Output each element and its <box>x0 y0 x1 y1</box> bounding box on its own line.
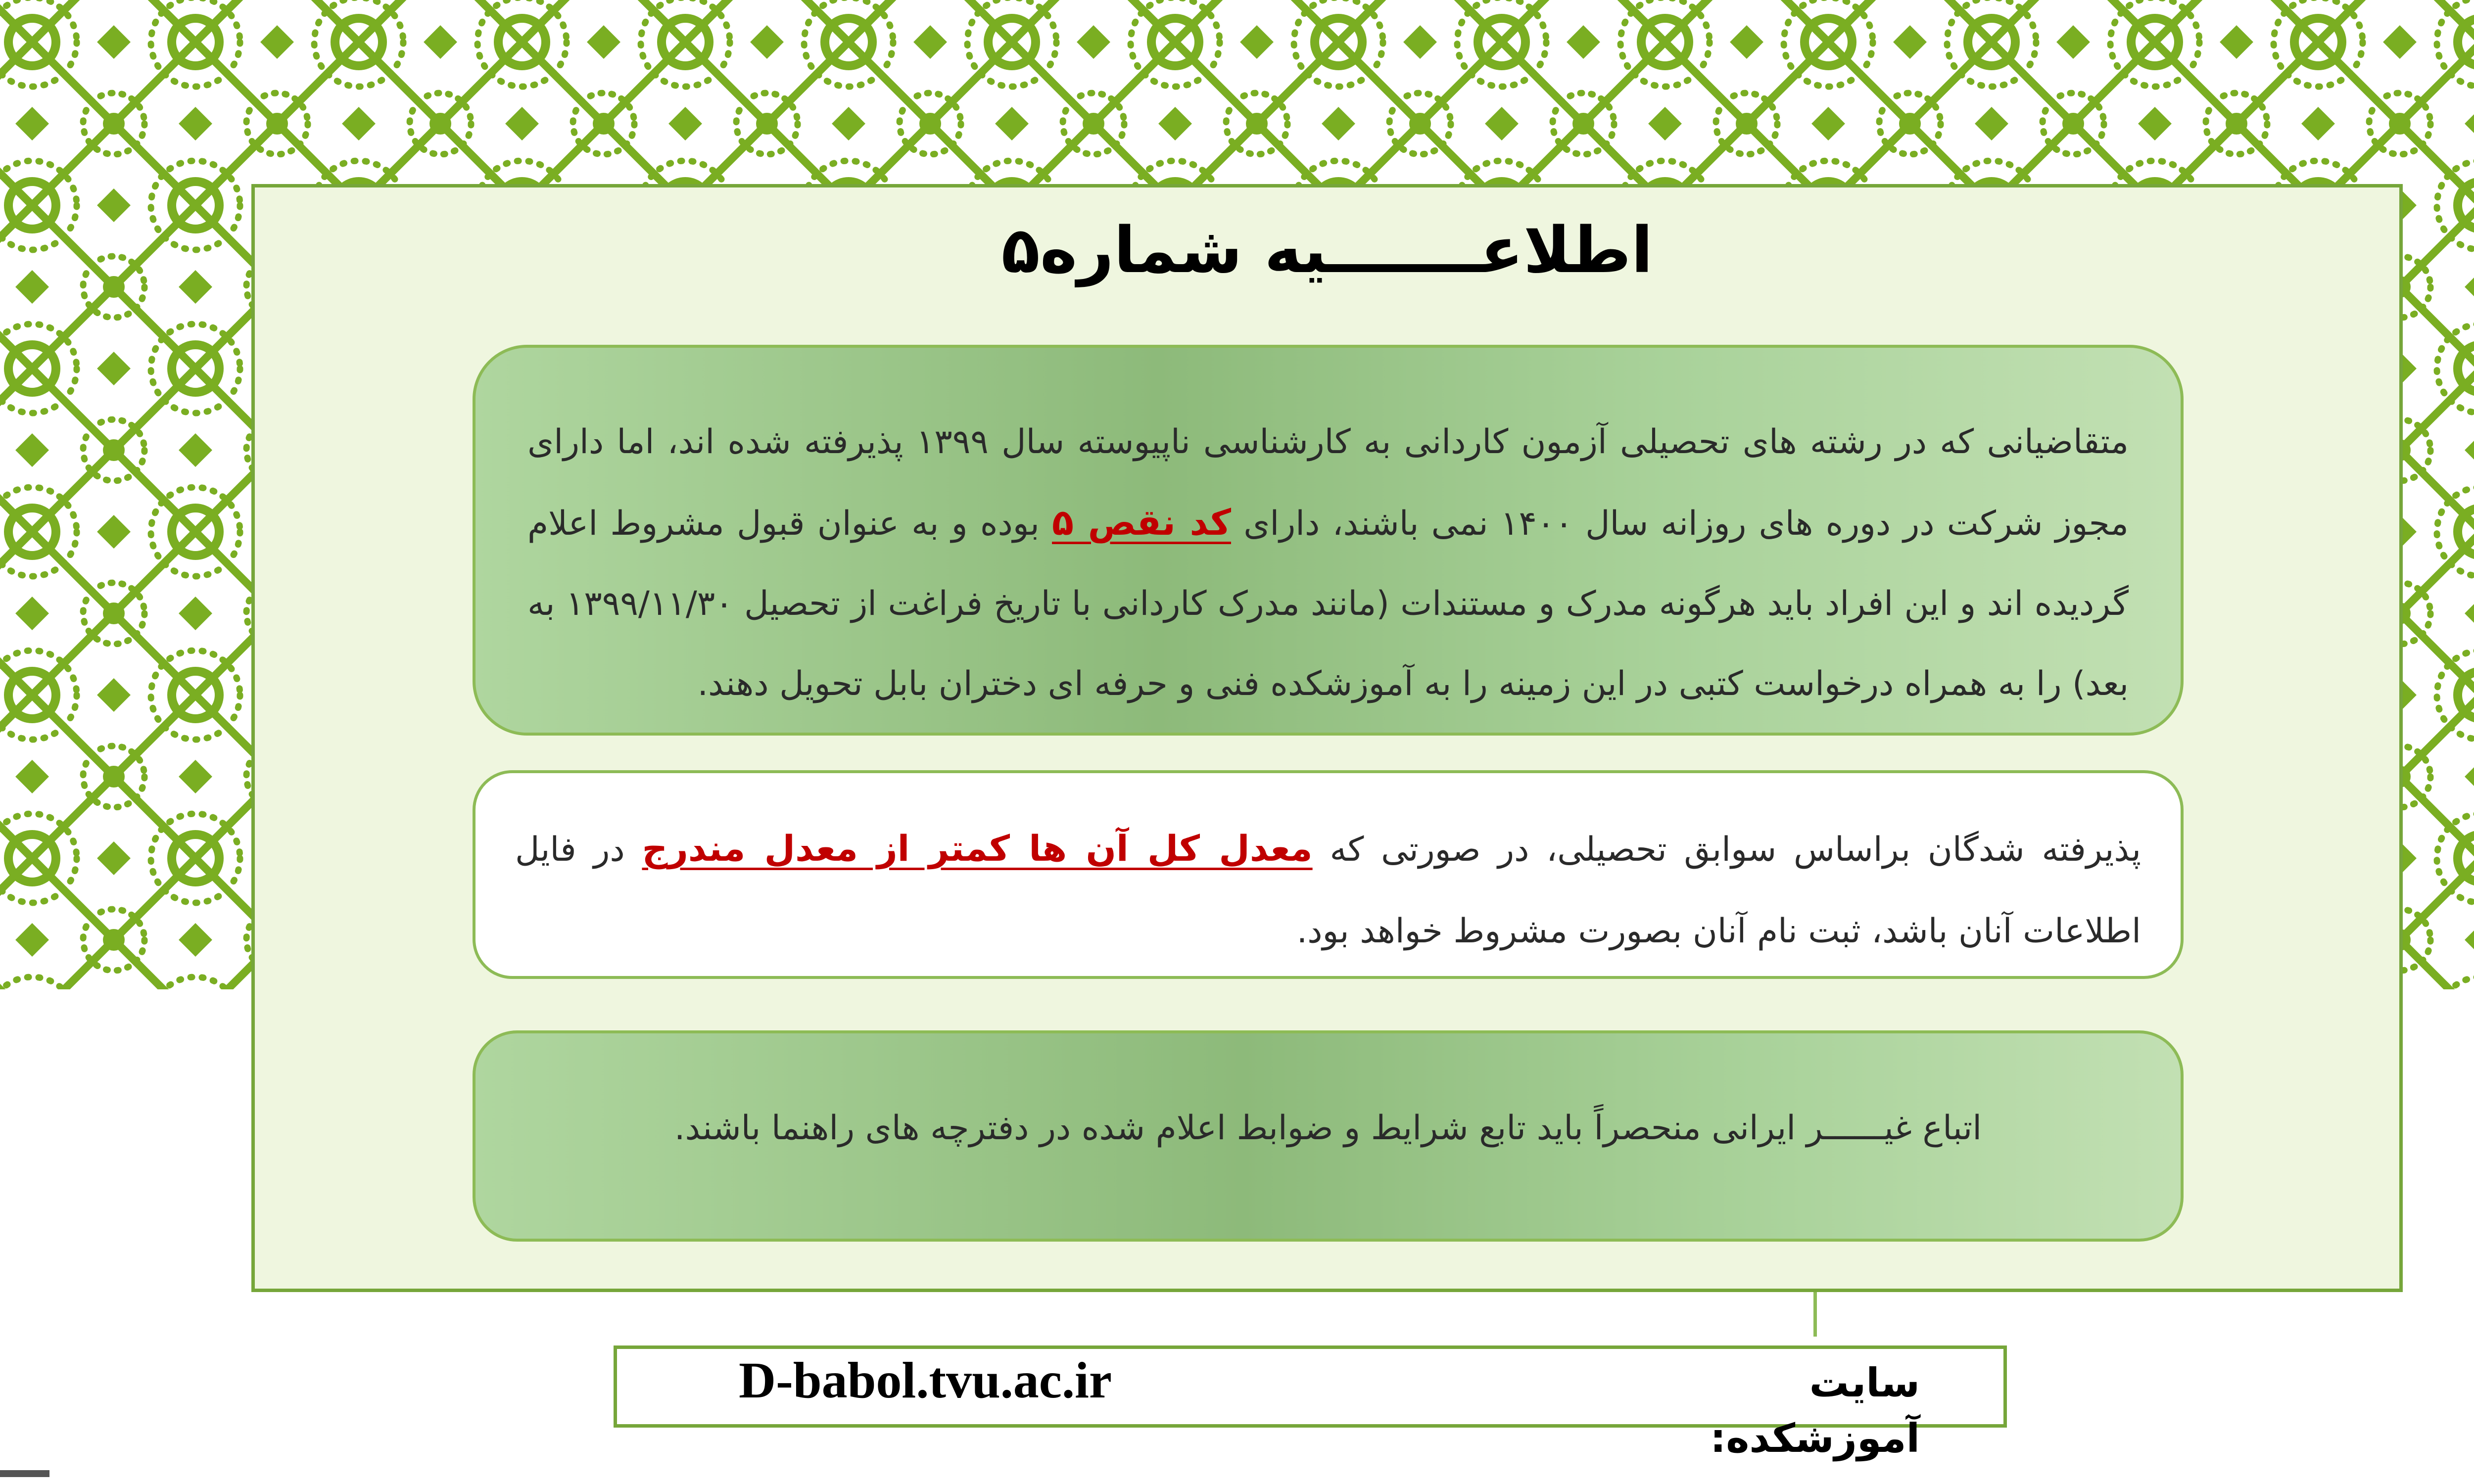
notice-box-foreign <box>473 1030 2184 1242</box>
box3-text: اتباع غیــــــر ایرانی منحصراً باید تابع شرایط و ضوابط اعلام شده در دفترچه های راهنما باشند. <box>674 1109 1982 1148</box>
notice-title: اطلاعـــــــیه شماره۵ <box>1001 214 1653 287</box>
box1-text-end: بوده و به عنوان قبول مشروط اعلام گردیده اند و این افراد باید هرگونه مدرک و مستندات (مانند مدرک کاردانی با تاریخ فراغت از تحصیل ۱۳۹۹/۱۱/۳۰ به بعد) را به همراه درخواست کتبی در این زمینه را به آموزشکده فنی و حرفه ای دختران بابل تحویل دهند. <box>527 504 2129 703</box>
notice-box-defect-code <box>473 345 2184 736</box>
corner-watermark <box>0 1470 49 1477</box>
connector-line <box>1813 1292 1817 1337</box>
notice-box-gpa <box>473 770 2184 979</box>
footer-site-url[interactable]: D-babol.tvu.ac.ir <box>739 1352 1112 1409</box>
footer-site-label: سایت آموزشکده: <box>1710 1360 1920 1461</box>
box2-text-end: در فایل اطلاعات آنان باشد، ثبت نام آنان بصورت مشروط خواهد بود. <box>515 830 2141 951</box>
defect-code-highlight: کد نقص ۵ <box>1052 502 1231 543</box>
gpa-highlight: معدل کل آن ها کمتر از معدل مندرج <box>642 828 1313 869</box>
box2-text-start: پذیرفته شدگان براساس سوابق تحصیلی، در صورتی که <box>1312 830 2141 869</box>
box1-text-start: متقاضیانی که در رشته های تحصیلی آزمون کاردانی به کارشناسی ناپیوسته سال ۱۳۹۹ پذیرفته شده اند، اما دارای مجوز شرکت در دوره های روزانه سال ۱۴۰۰ نمی باشند، دارای <box>527 422 2129 543</box>
